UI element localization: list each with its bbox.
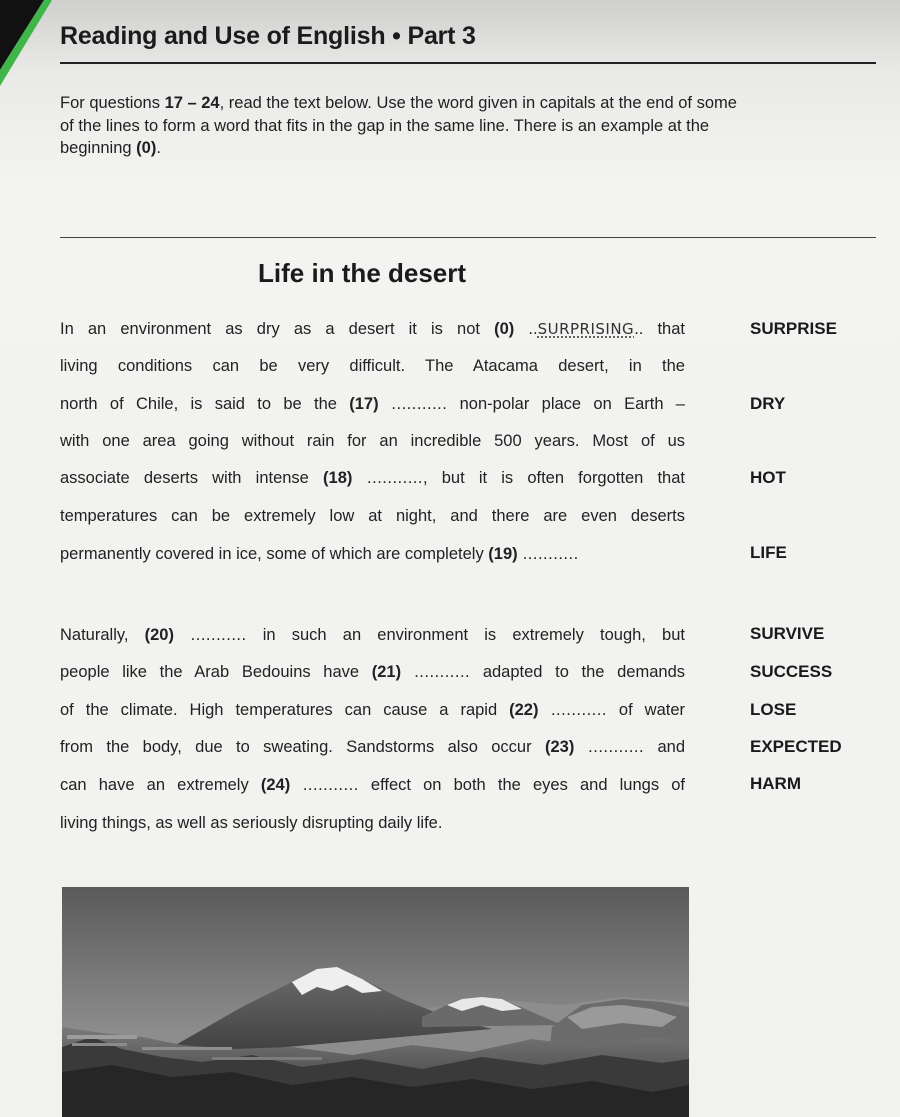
question-range: 17 – 24 [164, 94, 220, 112]
gap-number: (21) [371, 663, 402, 681]
header-divider [60, 62, 876, 64]
text-line-gap-0: In an environment as dry as a desert it is not (0) ..SURPRISING.. that [60, 320, 685, 338]
answer-gap[interactable]: ........... [574, 738, 645, 756]
stem-word-17: DRY [750, 394, 786, 413]
stem-word-20: SURVIVE [750, 624, 825, 643]
gap-number: (20) [144, 626, 174, 644]
stem-word-0: SURPRISE [750, 319, 837, 338]
corner-tab-graphic [0, 0, 60, 90]
gap-number: (23) [544, 738, 575, 756]
answer-gap[interactable]: ........... [173, 626, 247, 644]
answer-gap[interactable]: ........... [401, 663, 471, 681]
stem-word-23: EXPECTED [750, 737, 842, 756]
stem-word-18: HOT [750, 468, 786, 487]
section-name: Reading and Use of English [60, 22, 386, 50]
gap-number: (18) [323, 469, 353, 487]
instructions-text: For questions 17 – 24, read the text below. Use the word given in capitals at the end of some of the lines to form a word that fits in the gap in the same line. There is an example at the beginning (0). [60, 94, 737, 157]
gap-number: (19) [488, 545, 518, 563]
text-line: with one area going without rain for an incredible 500 years. Most of us [60, 432, 685, 450]
landscape-illustration [62, 887, 689, 1117]
gap-number: (0) [494, 320, 515, 338]
text-line-gap-20: Naturally, (20) ........... in such an environment is extremely tough, but [60, 626, 685, 644]
example-answer: SURPRISING [537, 320, 635, 338]
gap-number: (24) [260, 776, 291, 794]
example-ref: (0) [136, 139, 157, 157]
stem-word-24: HARM [750, 774, 801, 793]
answer-gap[interactable]: ........... [352, 469, 423, 487]
article-title: Life in the desert [258, 258, 467, 288]
stem-word-19: LIFE [750, 543, 787, 562]
part-label: Part 3 [407, 22, 476, 50]
answer-gap[interactable]: ........... [538, 701, 607, 719]
text-line-gap-24: can have an extremely (24) ........... effect on both the eyes and lungs of [60, 776, 685, 794]
answer-gap[interactable]: ........... [290, 776, 359, 794]
section-divider [60, 237, 876, 238]
stem-word-21: SUCCESS [750, 662, 833, 681]
section-heading [60, 22, 476, 51]
stem-word-22: LOSE [750, 700, 797, 719]
gap-number: (22) [509, 701, 539, 719]
text-line-gap-22: of the climate. High temperatures can cause a rapid (22) ........... of water [60, 701, 686, 719]
text-line: living conditions can be very difficult. The Atacama desert, in the [60, 357, 685, 375]
text-line-gap-17: north of Chile, is said to be the (17) ........... non-polar place on Earth – [60, 395, 685, 413]
text-line: living things, as well as seriously disrupting daily life. [60, 814, 443, 832]
text-line-gap-18: associate deserts with intense (18) ..........., but it is often forgotten that [60, 469, 685, 487]
gap-number: (17) [349, 395, 379, 413]
answer-gap[interactable]: ........... [378, 395, 448, 413]
text-line: temperatures can be extremely low at night, and there are even deserts [60, 507, 685, 525]
text-line-gap-23: from the body, due to sweating. Sandstorms also occur (23) ........... and [60, 738, 685, 756]
desert-volcano-photo [62, 887, 689, 1117]
text-line-gap-19: permanently covered in ice, some of which are completely (19) ........... [60, 545, 579, 563]
text-line-gap-21: people like the Arab Bedouins have (21) ........... adapted to the demands [60, 663, 686, 681]
bullet-separator: • [392, 22, 408, 50]
answer-gap[interactable]: ........... [517, 545, 579, 563]
